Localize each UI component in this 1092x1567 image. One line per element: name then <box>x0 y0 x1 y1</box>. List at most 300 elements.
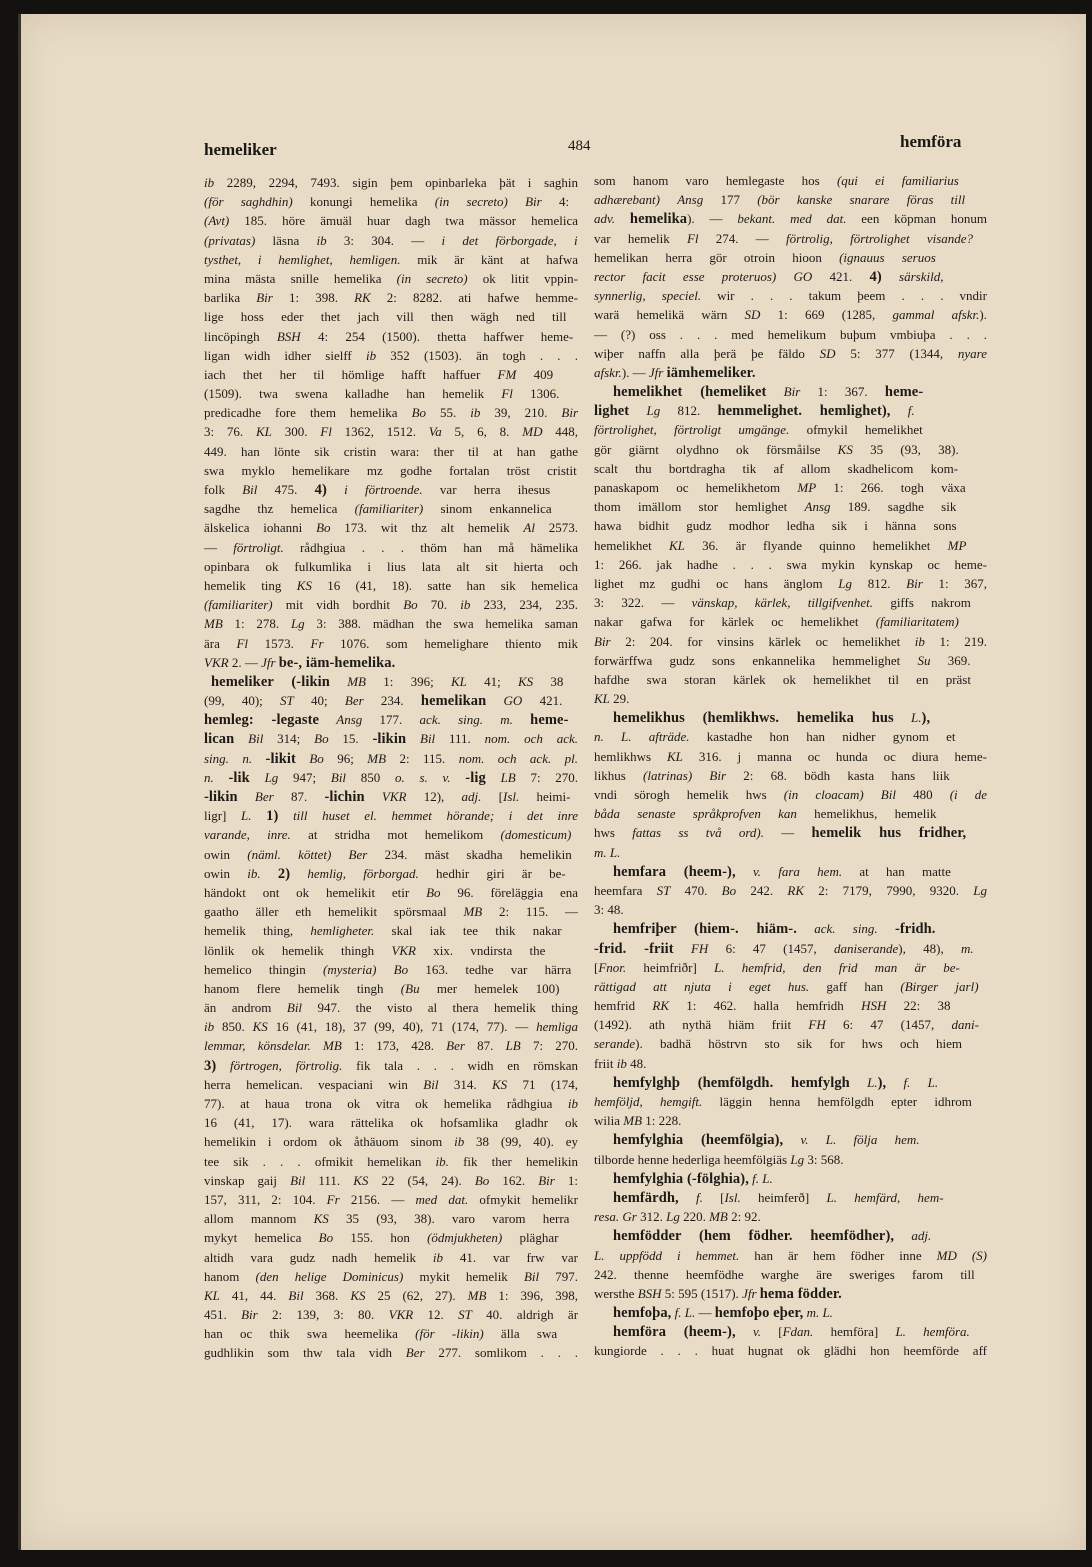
text-run: 87. <box>464 1038 506 1054</box>
text-run <box>864 787 881 802</box>
italic-run: KS <box>491 1076 508 1092</box>
text-run: folk <box>204 482 243 497</box>
italic-run: MB <box>623 1113 643 1129</box>
left-column-line <box>204 442 578 461</box>
left-column-line <box>204 998 578 1017</box>
text-run <box>331 847 348 862</box>
text-run: (1509). twa swena kalladhe han hemelik <box>204 386 502 402</box>
line-text <box>204 998 578 1017</box>
page-edge <box>18 14 21 1550</box>
left-column-line <box>204 211 578 230</box>
headword-run: 4) <box>314 482 327 498</box>
text-run: tilborde henne hederliga heemfölgiäs <box>594 1151 791 1167</box>
right-column-line <box>594 382 987 401</box>
right-column-line <box>594 1150 987 1169</box>
italic-run: (i de <box>949 787 987 802</box>
line-text <box>204 1324 557 1343</box>
italic-run: VKR <box>391 942 416 958</box>
text-run: 96. föreläggia ena <box>440 884 578 900</box>
italic-run: m. <box>960 940 974 956</box>
text-run <box>319 712 336 727</box>
italic-run: Ber <box>405 1345 425 1361</box>
right-column-line <box>594 1246 987 1265</box>
text-run: ok litit vppin- <box>467 270 578 286</box>
text-run: 87. <box>273 789 325 804</box>
italic-run: KS <box>350 1287 366 1303</box>
italic-run: adj. <box>911 1228 932 1244</box>
line-text <box>204 864 566 884</box>
italic-run: RK <box>652 998 670 1014</box>
italic-run: f. <box>907 403 915 419</box>
text-run: lönlik ok hemelik thingh <box>204 942 392 958</box>
italic-run: Bo <box>309 750 324 766</box>
italic-run: VKR <box>381 789 407 804</box>
italic-run: gammal afskr. <box>892 307 980 323</box>
right-column-line <box>594 670 987 689</box>
text-run <box>766 384 783 399</box>
text-run: 850. <box>214 1019 253 1035</box>
italic-run: Bir <box>561 405 578 421</box>
headword-run: hemfylghþ (hemfölgdh. hemfylgh <box>613 1074 850 1091</box>
italic-run: KS <box>313 1211 329 1227</box>
right-column-line <box>594 977 987 996</box>
text-run: hawa bidhit gudz modhor ledha sik i hänna sons <box>594 518 957 534</box>
line-text <box>204 384 559 403</box>
italic-run: tysthet, i hemlighet, hemligen. <box>204 251 401 267</box>
text-run: iach thet her til hömlige hafft haffuer <box>204 366 498 382</box>
text-run: lincöpingh <box>204 328 277 344</box>
right-column-line <box>594 344 987 363</box>
text-run: 812. <box>852 575 907 591</box>
text-run: forwärffwa gudz sons enkannelika hemmelighet <box>594 652 918 668</box>
italic-run: dani- <box>951 1017 979 1033</box>
line-text <box>613 1130 920 1150</box>
text-run: 15. <box>328 731 373 747</box>
text-run: 274. — <box>698 230 787 246</box>
text-run: herra hemelican. vespaciani win <box>204 1076 424 1092</box>
text-run: 39, 210. <box>480 405 562 421</box>
italic-run: GO <box>793 268 813 284</box>
line-text <box>204 480 550 500</box>
italic-run: Bil <box>288 1287 304 1303</box>
line-text <box>594 1092 972 1111</box>
line-text <box>594 363 756 383</box>
text-run: 40; <box>293 693 345 709</box>
italic-run: Jfr <box>261 654 276 670</box>
left-column-line <box>204 327 578 346</box>
line-text <box>594 593 971 612</box>
line-text <box>594 248 936 267</box>
text-run: läggin henna hemfölgdh epter idhrom <box>702 1094 972 1109</box>
text-run: heimferð] <box>740 1189 827 1205</box>
right-column-line <box>594 593 987 612</box>
italic-run: (bör kanske snarare föras till <box>757 192 966 208</box>
italic-run: Bir <box>241 1307 258 1323</box>
italic-run: KS <box>353 1172 369 1188</box>
text-run <box>261 866 278 881</box>
line-text <box>204 634 578 653</box>
line-text <box>594 804 936 823</box>
italic-run: ib <box>914 633 925 649</box>
text-run: 40. aldrigh är <box>471 1307 578 1323</box>
italic-run: f. L. <box>752 1170 773 1186</box>
text-run: 3: 322. — <box>594 595 692 611</box>
text-run: 6: 47 (1457, <box>825 1017 952 1033</box>
line-text <box>204 1075 578 1094</box>
italic-run: FH <box>808 1017 826 1033</box>
italic-run: (för saghdhin) <box>204 194 293 210</box>
right-column-line <box>594 1303 987 1322</box>
italic-run: Lg <box>666 1209 680 1225</box>
line-text <box>594 1246 987 1265</box>
text-run <box>486 693 503 708</box>
text-run: 36. är flyande quinno hemelikhet <box>684 537 948 553</box>
line-text <box>204 1343 578 1362</box>
text-run: owin <box>204 865 248 881</box>
text-run: altidh vara gudz nadh hemelik <box>204 1249 433 1265</box>
text-run: 3: 76. <box>204 424 256 440</box>
headword-run: -fridh. <box>894 921 936 938</box>
italic-run: Bil <box>880 787 896 802</box>
italic-run: ib <box>616 1055 627 1071</box>
text-run: 451. <box>204 1307 242 1323</box>
italic-run: Bir <box>594 633 611 649</box>
italic-run: ib <box>365 347 377 363</box>
italic-run: KL <box>594 691 610 707</box>
italic-run: MB <box>347 673 366 689</box>
line-text <box>204 941 545 960</box>
text-run: gaatho äller eth hemelikit spörsmaal <box>204 904 464 920</box>
line-text <box>204 1132 578 1151</box>
italic-run: förtrolig, förtrolighet visande? <box>786 230 974 246</box>
italic-run: sing. n. <box>204 750 253 766</box>
text-run: 38 <box>533 673 564 689</box>
line-text <box>204 960 571 979</box>
italic-run: n. L. afträde. <box>594 729 690 745</box>
text-run: var herra ihesus <box>422 482 551 497</box>
text-run: 16 (41, 18). satte han sik hemelica <box>311 577 578 593</box>
right-column-line <box>594 823 987 842</box>
text-run: 2: 8282. ati hafwe hemme- <box>370 290 578 306</box>
text-run: 177 <box>703 192 758 208</box>
text-run: 1: 266. jak hadhe . . . swa mykin kynskap oc heme- <box>594 556 987 572</box>
text-run: 7: 270. <box>520 1038 578 1054</box>
text-run: ofmykil hemelikhet <box>789 422 923 438</box>
line-text <box>204 307 566 326</box>
text-run: 12. <box>413 1307 459 1323</box>
text-run: som hanom varo hemlegaste hos <box>594 173 837 188</box>
text-run: 277. somlikom . . . <box>424 1345 578 1361</box>
text-run: 2: 115. — <box>482 904 578 920</box>
italic-run: ib <box>460 597 471 613</box>
line-text <box>594 747 987 766</box>
line-text <box>594 727 956 746</box>
left-column-line <box>204 614 578 633</box>
line-text <box>594 171 959 190</box>
text-run: 177. <box>362 712 420 728</box>
line-text <box>204 518 578 537</box>
headword-run: hemföra (heem-), <box>613 1324 736 1341</box>
line-text <box>204 250 578 269</box>
italic-run: L. hemföra. <box>895 1324 970 1340</box>
text-run: 55. <box>426 405 471 421</box>
text-run <box>327 482 344 497</box>
text-run: wilia <box>594 1113 624 1129</box>
text-run: älskelica iohanni <box>204 520 317 536</box>
italic-run: KL <box>669 537 685 553</box>
italic-run: (näml. köttet) <box>247 846 332 862</box>
italic-run: f. L. <box>903 1074 939 1090</box>
line-text <box>594 516 957 535</box>
right-column-line <box>594 939 987 958</box>
text-run: hemföra] <box>813 1324 896 1340</box>
italic-run: BSH <box>276 328 301 344</box>
text-run: predicadhe fore them hemelika <box>204 405 412 421</box>
line-text <box>204 1094 578 1113</box>
text-run <box>214 770 229 785</box>
line-text <box>594 958 960 977</box>
line-text <box>204 461 577 480</box>
text-run <box>330 674 347 689</box>
text-run: läsna <box>255 232 317 248</box>
italic-run: v. fara hem. <box>752 863 843 879</box>
text-run: wiþer naffn alla þerä þe fäldo <box>594 345 820 361</box>
text-run: barlika <box>204 290 257 306</box>
italic-run: KL <box>667 748 683 764</box>
text-run: hemelik thing, <box>204 923 311 939</box>
right-column-line <box>594 766 987 785</box>
page-number: 484 <box>568 138 591 154</box>
right-column-line <box>594 1169 987 1188</box>
text-run: 1362, 1512. <box>331 424 429 440</box>
italic-run: SD <box>819 345 836 361</box>
left-column-line <box>204 1171 578 1190</box>
left-column-line <box>204 1094 578 1113</box>
italic-run: L. hemfrid, den frid man är be- <box>714 959 960 975</box>
text-run: 41; <box>466 673 518 689</box>
line-text <box>594 1265 975 1284</box>
text-run: mykyt hemelica <box>204 1230 319 1246</box>
italic-run: FH <box>690 940 709 956</box>
text-run: 189. sagdhe sik <box>830 499 957 515</box>
line-text <box>204 710 569 730</box>
line-text <box>613 862 951 882</box>
text-run <box>891 403 908 418</box>
text-run: 2573. <box>534 520 578 536</box>
italic-run: Bo <box>474 1172 490 1188</box>
text-run: tee sik . . . ofmikit hemelikan <box>204 1153 436 1169</box>
line-text <box>594 612 959 631</box>
text-run: ). — <box>621 364 649 380</box>
italic-run: (privatas) <box>204 232 256 248</box>
text-run: han oc thik swa heemelika <box>204 1326 416 1342</box>
line-text <box>204 173 578 192</box>
text-run: älla swa <box>483 1326 558 1342</box>
italic-run: ST <box>458 1307 472 1323</box>
text-run: 220. <box>679 1209 710 1225</box>
text-run <box>736 864 753 879</box>
italic-run: ib <box>470 405 481 421</box>
italic-run: ib. <box>435 1153 449 1169</box>
line-text <box>594 420 923 439</box>
line-text <box>204 921 562 940</box>
text-run: [ <box>761 1324 783 1340</box>
italic-run: MD <box>522 424 543 440</box>
text-run: opinbara ok fulkumlika i lius lata alt sit hierta och <box>204 558 578 574</box>
right-column-line <box>594 632 987 651</box>
right-column-line <box>594 1188 987 1207</box>
headword-run: -likin <box>204 789 238 805</box>
line-text <box>204 595 578 614</box>
right-column-line <box>594 881 987 900</box>
left-column-line <box>204 1267 578 1286</box>
text-run: 1: 396, 398, <box>486 1287 578 1303</box>
left-column-line <box>204 921 578 940</box>
italic-run: daniserande <box>834 940 899 956</box>
left-column-line <box>204 595 578 614</box>
text-run: (99, 40); <box>204 693 281 709</box>
right-column-line <box>594 612 987 631</box>
left-column-line <box>204 941 578 960</box>
italic-run: (domesticum) <box>500 827 572 843</box>
text-run: (1492). ath nythä hiäm friit <box>594 1017 809 1033</box>
right-column-line <box>594 843 987 862</box>
text-run: hemlikhws <box>594 748 667 764</box>
left-column-line <box>204 1286 578 1305</box>
text-run: een köpman honum <box>846 211 987 227</box>
text-run: hemelico thingin <box>204 961 323 977</box>
headword-run: hemmelighet. hemlighet), <box>717 403 891 420</box>
italic-run: serande <box>594 1036 636 1052</box>
text-run: 1: 266. togh växa <box>816 480 966 495</box>
headword-run: hemfara (heem-), <box>613 863 736 880</box>
text-run: scalt thu bortdragha tik af allom skadhelicom kom- <box>594 460 959 476</box>
left-column-line <box>204 346 578 365</box>
right-column-line <box>594 862 987 881</box>
line-text <box>204 442 578 461</box>
left-column-line <box>204 710 578 729</box>
italic-run: resa. <box>594 1209 620 1225</box>
text-run: heimfriðr] <box>626 959 715 975</box>
italic-run: Lg <box>264 769 279 785</box>
italic-run: MD (S) <box>936 1247 987 1263</box>
headword-run: 2) <box>277 865 291 882</box>
line-text <box>594 325 987 344</box>
line-text <box>204 729 578 749</box>
italic-run: ib <box>204 175 215 190</box>
text-run: ligr] <box>204 808 242 824</box>
line-text <box>594 939 974 959</box>
text-run <box>406 731 420 746</box>
text-run: hemelik ting <box>204 577 297 593</box>
text-run: 2289, 2294, 7493. sigin þem opinbarleka þät i saghin <box>214 175 578 190</box>
text-run: 2: 139, 3: 80. <box>257 1307 389 1323</box>
text-run: 850 <box>346 769 395 785</box>
text-run: fik tala . . . widh en römskan <box>342 1057 578 1073</box>
line-text <box>204 1228 558 1247</box>
italic-run: ib <box>454 1134 465 1150</box>
headword-run: hemfriþer (hiem-. hiäm-. <box>613 921 797 938</box>
line-text <box>594 344 987 363</box>
text-run <box>278 808 293 823</box>
text-run <box>216 1058 230 1073</box>
text-run: 29. <box>609 691 630 707</box>
left-column-line <box>204 1152 578 1171</box>
text-run: hemelikan herra gör otroin hioon <box>594 249 840 265</box>
text-run: gör giärnt olydhno ok försmåilse <box>594 441 838 457</box>
text-run: 41. var frw var <box>442 1249 578 1265</box>
text-run: ). badhä höstrvn sto sik for hws och hiem <box>635 1036 963 1052</box>
left-column-line <box>204 422 578 441</box>
text-run: hanom <box>204 1268 256 1284</box>
line-text <box>204 1305 578 1324</box>
italic-run: Ansg <box>677 192 704 208</box>
italic-run: Bo <box>316 520 331 536</box>
italic-run: Bo <box>721 882 737 898</box>
right-column-line <box>594 229 987 248</box>
text-run: 16 (41, 18), 37 (99, 40), 71 (174, 77). — <box>267 1019 537 1035</box>
italic-run: fattas ss två ord). <box>632 825 765 841</box>
headword-run: hemelika <box>629 211 688 228</box>
italic-run: Bo <box>393 961 409 977</box>
text-run: 1573. <box>248 635 311 651</box>
text-run: ära <box>204 635 237 651</box>
text-run: 155. hon <box>333 1230 428 1246</box>
italic-run: Ber <box>344 693 364 709</box>
italic-run: Isl. <box>503 789 520 804</box>
text-run: at han matte <box>842 863 951 879</box>
line-text <box>594 651 971 670</box>
text-run: 6: 47 (1457, <box>708 940 835 956</box>
italic-run: förtroligt. <box>233 539 284 555</box>
italic-run: (Avt) <box>204 213 230 229</box>
line-text <box>594 459 958 478</box>
right-column-line <box>594 1054 987 1073</box>
italic-run: MB <box>323 1038 342 1054</box>
italic-run: Fr <box>310 635 324 651</box>
headword-run: -lig <box>465 769 486 786</box>
headword-run: hemfylghia (-fölghia), <box>613 1170 749 1187</box>
right-column-line <box>594 190 987 209</box>
line-text <box>594 996 950 1015</box>
line-text <box>594 497 956 516</box>
headword-run: hemleg: -legaste <box>204 712 320 729</box>
italic-run: Bil <box>248 731 264 747</box>
line-text <box>204 422 578 441</box>
italic-run: MB <box>463 904 483 920</box>
text-run <box>615 211 630 226</box>
italic-run: RK <box>787 882 805 898</box>
text-run: 1: 367, <box>922 575 987 591</box>
text-run: lige hoss eder thet jach vill then wägh ned till <box>204 309 567 325</box>
right-column-line <box>594 900 987 919</box>
left-column-line <box>204 691 578 710</box>
headword-run: ), <box>877 1074 887 1091</box>
line-text <box>204 614 578 633</box>
text-run: 12), <box>406 789 462 804</box>
text-run: vinskap gaij <box>204 1172 291 1188</box>
line-text <box>204 1267 578 1286</box>
line-text <box>204 845 572 864</box>
line-text <box>613 382 923 402</box>
italic-run: Bo <box>403 597 418 613</box>
text-run: sagdhe thz hemelica <box>204 501 355 517</box>
text-run <box>252 751 265 766</box>
text-run: 1076. som hemelighare thiento mik <box>323 635 578 651</box>
line-text <box>594 881 987 900</box>
line-text <box>204 1152 578 1171</box>
text-run <box>850 1075 867 1090</box>
